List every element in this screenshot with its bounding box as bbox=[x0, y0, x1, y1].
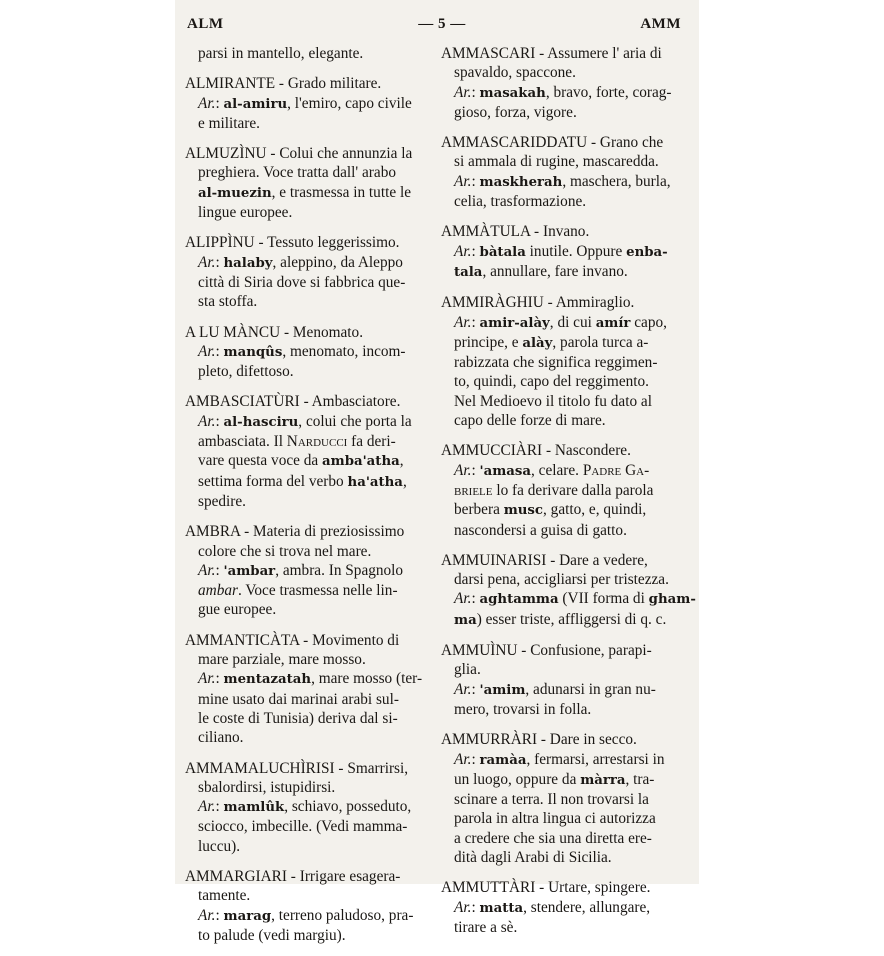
text-segment: , annullare, fare invano. bbox=[482, 262, 628, 280]
entry-text-line bbox=[441, 103, 679, 122]
text-segment: mine usato dai marinai arabi sul- bbox=[198, 690, 399, 708]
entry-headword-line bbox=[185, 144, 427, 163]
entry-headword-line bbox=[441, 551, 679, 570]
entry-text-line bbox=[441, 809, 679, 828]
entry-text-line bbox=[441, 898, 679, 918]
text-segment: e militare. bbox=[198, 114, 261, 132]
arabic-term: manqûs bbox=[223, 344, 283, 360]
text-segment: vare questa voce da bbox=[198, 452, 323, 470]
language-abbrev: Ar. bbox=[454, 172, 472, 190]
text-segment: , l'emiro, capo civile bbox=[287, 94, 412, 112]
entry-text-line bbox=[441, 521, 679, 540]
text-segment: ALMIRANTE - Grado militare. bbox=[185, 75, 382, 93]
entry-text-line bbox=[441, 500, 679, 520]
text-segment: , bbox=[402, 472, 407, 490]
text-segment: AMMASCARI - Assumere l' aria di bbox=[441, 45, 662, 62]
text-segment: : bbox=[215, 94, 224, 112]
text-segment: AMMIRÀGHIU - Ammiraglio. bbox=[441, 294, 635, 312]
text-segment: , e trasmessa in tutte le bbox=[271, 183, 411, 201]
text-segment: AMMUTTÀRI - Urtare, spingere. bbox=[441, 879, 651, 897]
language-abbrev: Ar. bbox=[454, 750, 472, 768]
text-segment: , mare mosso (ter- bbox=[311, 670, 423, 688]
text-segment: ALMUZÌNU - Colui che annunzia la bbox=[185, 145, 413, 163]
dictionary-entry bbox=[185, 522, 427, 619]
text-segment: ) esser triste, affliggersi di q. c. bbox=[476, 610, 667, 628]
arabic-term: ma bbox=[454, 612, 477, 628]
text-segment: sbalordirsi, istupidirsi. bbox=[198, 778, 336, 796]
text-segment: : bbox=[471, 313, 480, 331]
text-segment: : bbox=[471, 898, 480, 916]
text-segment: AMMUÌNU - Confusione, parapi- bbox=[441, 642, 652, 660]
text-segment: , fermarsi, arrestarsi in bbox=[526, 750, 665, 768]
text-segment: le coste di Tunisia) deriva dal si- bbox=[198, 709, 398, 727]
arabic-term: enba- bbox=[626, 244, 668, 260]
arabic-term: alày bbox=[522, 335, 553, 351]
dictionary-entry bbox=[185, 144, 427, 222]
entry-text-line bbox=[185, 273, 427, 292]
text-segment: , ambra. In Spagnolo bbox=[275, 561, 404, 579]
text-segment: settima forma del verbo bbox=[198, 472, 348, 490]
foreign-term: ambar bbox=[198, 582, 238, 600]
text-segment: rabizzata che significa reggimen- bbox=[454, 354, 658, 372]
dictionary-entry bbox=[185, 759, 427, 856]
running-header bbox=[185, 14, 681, 36]
text-segment: , parola turca a- bbox=[552, 333, 649, 351]
arabic-term: 'amasa bbox=[479, 463, 531, 479]
entry-text-line bbox=[441, 680, 679, 700]
entry-headword-line bbox=[185, 233, 427, 252]
text-segment: (VII forma di bbox=[558, 590, 649, 608]
arabic-term: 'amim bbox=[479, 682, 526, 698]
text-segment: : bbox=[471, 83, 480, 101]
text-segment: colore che si trova nel mare. bbox=[198, 542, 372, 560]
text-segment: berbera bbox=[454, 501, 504, 519]
header-right-guideword: AMM bbox=[640, 16, 681, 32]
text-segment: : bbox=[215, 561, 224, 579]
dictionary-entry bbox=[441, 133, 679, 211]
entry-text-line bbox=[441, 313, 679, 333]
text-segment: principe, e bbox=[454, 333, 523, 351]
text-segment: scinare a terra. Il non trovarsi la bbox=[454, 791, 649, 809]
arabic-term: al-muezin bbox=[198, 185, 272, 201]
text-segment: AMMASCARIDDATU - Grano che bbox=[441, 134, 664, 152]
text-segment: : bbox=[471, 590, 480, 608]
text-segment: Nel Medioevo il titolo fu dato al bbox=[454, 392, 652, 410]
text-segment: , celare. bbox=[531, 461, 583, 479]
arabic-term: musc bbox=[503, 503, 544, 519]
text-segment: città di Siria dove si fabbrica que- bbox=[198, 273, 406, 291]
language-abbrev: Ar. bbox=[198, 561, 216, 579]
text-segment: to, quindi, capo del reggimento. bbox=[454, 373, 649, 391]
entry-text-line bbox=[185, 797, 427, 817]
text-segment: : bbox=[471, 680, 480, 698]
text-segment: , aleppino, da Aleppo bbox=[272, 253, 403, 271]
text-segment: gue europee. bbox=[198, 601, 277, 619]
entry-text-line bbox=[185, 581, 427, 600]
language-abbrev: Ar. bbox=[454, 680, 472, 698]
entry-headword-line bbox=[441, 878, 679, 897]
text-segment: AMMARGIARI - Irrigare esagera- bbox=[185, 867, 401, 885]
text-segment: ambasciata. Il bbox=[198, 433, 287, 451]
text-segment: mero, trovarsi in folla. bbox=[454, 700, 592, 718]
entry-text-line bbox=[185, 451, 427, 471]
language-abbrev: Ar. bbox=[198, 412, 216, 430]
dictionary-entry bbox=[441, 878, 679, 937]
arabic-term: bàtala bbox=[479, 244, 526, 260]
text-segment: : bbox=[471, 461, 480, 479]
text-segment: inutile. Oppure bbox=[525, 242, 627, 260]
text-segment: AMMÀTULA - Invano. bbox=[441, 223, 590, 241]
text-segment: : bbox=[471, 750, 480, 768]
entry-text-line bbox=[441, 83, 679, 103]
entry-text-line bbox=[441, 152, 679, 171]
text-segment: , gatto, e, quindi, bbox=[543, 501, 647, 519]
text-segment: ALIPPÌNU - Tessuto leggerissimo. bbox=[185, 234, 400, 252]
entry-text-line bbox=[441, 660, 679, 679]
entry-headword-line bbox=[185, 392, 427, 411]
entry-headword-line bbox=[441, 293, 679, 312]
text-segment: : bbox=[471, 172, 480, 190]
entry-text-line bbox=[185, 94, 427, 114]
text-segment: AMMURRÀRI - Dare in secco. bbox=[441, 731, 637, 749]
entry-headword-line bbox=[185, 522, 427, 541]
dictionary-entry bbox=[441, 222, 679, 282]
author-name: Narducci bbox=[286, 433, 348, 451]
entry-text-line bbox=[185, 253, 427, 273]
entry-headword-line bbox=[185, 759, 427, 778]
entry-text-line bbox=[185, 778, 427, 797]
dictionary-entry bbox=[441, 641, 679, 719]
entry-text-line bbox=[185, 669, 427, 689]
entry-text-line bbox=[185, 906, 427, 926]
arabic-term: matta bbox=[479, 900, 524, 916]
text-segment: : bbox=[215, 798, 224, 816]
language-abbrev: Ar. bbox=[454, 461, 472, 479]
text-segment: spedire. bbox=[198, 492, 246, 510]
entry-headword-line bbox=[441, 222, 679, 241]
text-segment: celia, trasformazione. bbox=[454, 193, 587, 211]
arabic-term: halaby bbox=[223, 255, 273, 271]
page-number: — 5 — bbox=[418, 16, 466, 32]
dictionary-page bbox=[175, 0, 699, 944]
text-segment: pleto, difettoso. bbox=[198, 363, 294, 381]
entry-text-line bbox=[441, 353, 679, 372]
entry-text-line bbox=[441, 750, 679, 770]
entry-text-line bbox=[441, 63, 679, 82]
language-abbrev: Ar. bbox=[198, 798, 216, 816]
text-segment: parola in altra lingua ci autorizza bbox=[454, 810, 656, 828]
text-segment: A LU MÀNCU - Menomato. bbox=[185, 323, 364, 341]
arabic-term: aghtamma bbox=[479, 592, 559, 608]
entry-text-line bbox=[185, 203, 427, 222]
text-segment: , bbox=[399, 452, 404, 470]
entry-text-line bbox=[441, 333, 679, 353]
entry-text-line bbox=[441, 392, 679, 411]
entry-text-line bbox=[185, 709, 427, 728]
arabic-term: al-amiru bbox=[223, 96, 288, 112]
arabic-term: mentazatah bbox=[223, 672, 312, 688]
text-segment: spavaldo, spaccone. bbox=[454, 64, 576, 82]
entry-text-line bbox=[185, 600, 427, 619]
entry-text-line bbox=[185, 492, 427, 511]
text-segment: capo, bbox=[630, 313, 667, 331]
text-segment: preghiera. Voce tratta dall' arabo bbox=[198, 164, 396, 182]
text-segment: AMMUCCIÀRI - Nascondere. bbox=[441, 442, 631, 460]
dictionary-entry bbox=[185, 233, 427, 311]
text-segment: , di cui bbox=[549, 313, 596, 331]
arabic-term: maskherah bbox=[479, 174, 563, 190]
dictionary-entry bbox=[185, 392, 427, 511]
text-segment: lingue europee. bbox=[198, 204, 293, 222]
text-segment: sciocco, imbecille. (Vedi mamma- bbox=[198, 818, 408, 836]
entry-text-line bbox=[441, 372, 679, 391]
text-segment: , tra- bbox=[625, 770, 655, 788]
text-segment: nascondersi a guisa di gatto. bbox=[454, 521, 627, 539]
language-abbrev: Ar. bbox=[198, 253, 216, 271]
entry-text-line bbox=[441, 610, 679, 630]
arabic-term: amir-alày bbox=[479, 315, 550, 331]
text-segment: glia. bbox=[454, 661, 481, 679]
entry-text-line bbox=[185, 183, 427, 203]
entry-headword-line bbox=[185, 74, 427, 93]
entry-text-line bbox=[185, 412, 427, 432]
entry-text-line bbox=[185, 542, 427, 561]
header-left-guideword: ALM bbox=[187, 16, 224, 32]
dictionary-entry bbox=[185, 323, 427, 382]
entry-text-line bbox=[441, 172, 679, 192]
dictionary-entry bbox=[185, 631, 427, 748]
text-segment: , maschera, burla, bbox=[562, 172, 671, 190]
entry-text-line bbox=[441, 848, 679, 867]
text-segment: AMBASCIATÙRI - Ambasciatore. bbox=[185, 393, 401, 411]
entry-text-line bbox=[185, 114, 427, 133]
text-segment: , schiavo, posseduto, bbox=[284, 798, 412, 816]
entry-headword-line bbox=[441, 641, 679, 660]
language-abbrev: Ar. bbox=[454, 83, 472, 101]
arabic-term: ha'atha bbox=[347, 474, 403, 490]
language-abbrev: Ar. bbox=[454, 313, 472, 331]
text-segment: si ammala di rugine, mascaredda. bbox=[454, 153, 659, 171]
arabic-term: masakah bbox=[479, 85, 546, 101]
entry-text-line bbox=[185, 362, 427, 381]
language-abbrev: Ar. bbox=[454, 590, 472, 608]
arabic-term: tala bbox=[454, 264, 483, 280]
arabic-term: mamlûk bbox=[223, 800, 285, 816]
entry-headword-line bbox=[185, 631, 427, 650]
text-segment: un luogo, oppure da bbox=[454, 770, 581, 788]
text-segment: sta stoffa. bbox=[198, 293, 258, 311]
entry-text-line bbox=[441, 829, 679, 848]
entry-text-line bbox=[185, 472, 427, 492]
text-segment: , terreno paludoso, pra- bbox=[271, 906, 414, 924]
text-segment: . Voce trasmessa nelle lin- bbox=[237, 582, 398, 600]
dictionary-entry bbox=[441, 293, 679, 430]
language-abbrev: Ar. bbox=[198, 94, 216, 112]
entry-text-line bbox=[441, 570, 679, 589]
dictionary-entry bbox=[441, 551, 696, 630]
entry-text-line bbox=[441, 461, 679, 481]
entry-headword-line bbox=[185, 867, 427, 886]
entry-text-line bbox=[185, 44, 427, 63]
dictionary-entry bbox=[441, 730, 679, 867]
entry-text-line bbox=[441, 918, 679, 937]
entry-text-line bbox=[185, 432, 427, 451]
left-column bbox=[185, 44, 427, 956]
language-abbrev: Ar. bbox=[454, 898, 472, 916]
entry-text-line bbox=[441, 770, 679, 790]
dictionary-entry bbox=[185, 74, 427, 133]
dictionary-entry bbox=[185, 867, 427, 945]
dictionary-entry bbox=[441, 44, 679, 122]
text-segment: AMMUINARISI - Dare a vedere, bbox=[441, 551, 648, 569]
right-column bbox=[441, 44, 696, 948]
text-segment: AMBRA - Materia di preziosissimo bbox=[185, 523, 405, 541]
author-name: Padre Ga- bbox=[582, 461, 650, 479]
text-segment: , bravo, forte, corag- bbox=[545, 83, 672, 101]
dictionary-entry bbox=[441, 441, 679, 539]
text-segment: : bbox=[471, 242, 480, 260]
entry-text-line bbox=[185, 837, 427, 856]
entry-text-line bbox=[441, 242, 679, 262]
text-segment: dità dagli Arabi di Sicilia. bbox=[454, 848, 612, 866]
text-segment: gioso, forza, vigore. bbox=[454, 103, 577, 121]
dictionary-entry bbox=[185, 44, 427, 63]
text-segment: darsi pena, accigliarsi per tristezza. bbox=[454, 571, 669, 589]
text-segment: AMMAMALUCHÌRISI - Smarrirsi, bbox=[185, 759, 409, 777]
entry-headword-line bbox=[441, 133, 679, 152]
entry-text-line bbox=[441, 192, 679, 211]
text-segment: tamente. bbox=[198, 887, 251, 905]
text-segment: to palude (vedi margiu). bbox=[198, 926, 346, 944]
text-segment: , menomato, incom- bbox=[282, 342, 406, 360]
entry-text-line bbox=[185, 817, 427, 836]
language-abbrev: Ar. bbox=[198, 906, 216, 924]
language-abbrev: Ar. bbox=[198, 342, 216, 360]
entry-text-line bbox=[441, 481, 679, 500]
arabic-term: marag bbox=[223, 908, 272, 924]
arabic-term: ramàa bbox=[479, 752, 527, 768]
entry-headword-line bbox=[185, 323, 427, 342]
text-segment: parsi in mantello, elegante. bbox=[198, 45, 364, 62]
entry-headword-line bbox=[441, 730, 679, 749]
entry-text-line bbox=[441, 790, 679, 809]
arabic-term: amba'atha bbox=[322, 454, 400, 470]
entry-text-line bbox=[185, 342, 427, 362]
language-abbrev: Ar. bbox=[198, 670, 216, 688]
entry-text-line bbox=[185, 292, 427, 311]
entry-text-line bbox=[185, 163, 427, 182]
text-segment: ciliano. bbox=[198, 729, 244, 747]
text-segment: capo delle forze di mare. bbox=[454, 412, 606, 430]
entry-text-line bbox=[185, 690, 427, 709]
text-segment: : bbox=[215, 906, 224, 924]
entry-text-line bbox=[185, 728, 427, 747]
text-segment: mare parziale, mare mosso. bbox=[198, 651, 366, 669]
text-segment: lo fa derivare dalla parola bbox=[492, 481, 654, 499]
text-segment: : bbox=[215, 412, 224, 430]
text-segment: AMMANTICÀTA - Movimento di bbox=[185, 631, 400, 649]
arabic-term: amír bbox=[595, 315, 631, 331]
text-segment: : bbox=[215, 253, 224, 271]
text-segment: , stendere, allungare, bbox=[523, 898, 651, 916]
text-segment: tirare a sè. bbox=[454, 918, 518, 936]
text-segment: : bbox=[215, 670, 224, 688]
text-segment: , adunarsi in gran nu- bbox=[525, 680, 656, 698]
text-segment: : bbox=[215, 342, 224, 360]
entry-text-line bbox=[441, 411, 679, 430]
entry-text-line bbox=[185, 650, 427, 669]
entry-headword-line bbox=[441, 44, 679, 63]
entry-text-line bbox=[441, 700, 679, 719]
arabic-term: 'ambar bbox=[223, 563, 276, 579]
author-name: briele bbox=[454, 481, 493, 499]
text-segment: , colui che porta la bbox=[298, 412, 412, 430]
entry-text-line bbox=[185, 886, 427, 905]
text-segment: a credere che sia una diretta ere- bbox=[454, 829, 652, 847]
arabic-term: gham- bbox=[648, 592, 696, 608]
language-abbrev: Ar. bbox=[454, 242, 472, 260]
arabic-term: al-hasciru bbox=[223, 414, 299, 430]
arabic-term: màrra bbox=[580, 772, 626, 788]
entry-text-line bbox=[441, 589, 696, 609]
entry-text-line bbox=[441, 262, 679, 282]
text-segment: luccu). bbox=[198, 837, 241, 855]
text-segment: fa deri- bbox=[347, 433, 396, 451]
entry-headword-line bbox=[441, 441, 679, 460]
entry-text-line bbox=[185, 561, 427, 581]
entry-text-line bbox=[185, 926, 427, 945]
